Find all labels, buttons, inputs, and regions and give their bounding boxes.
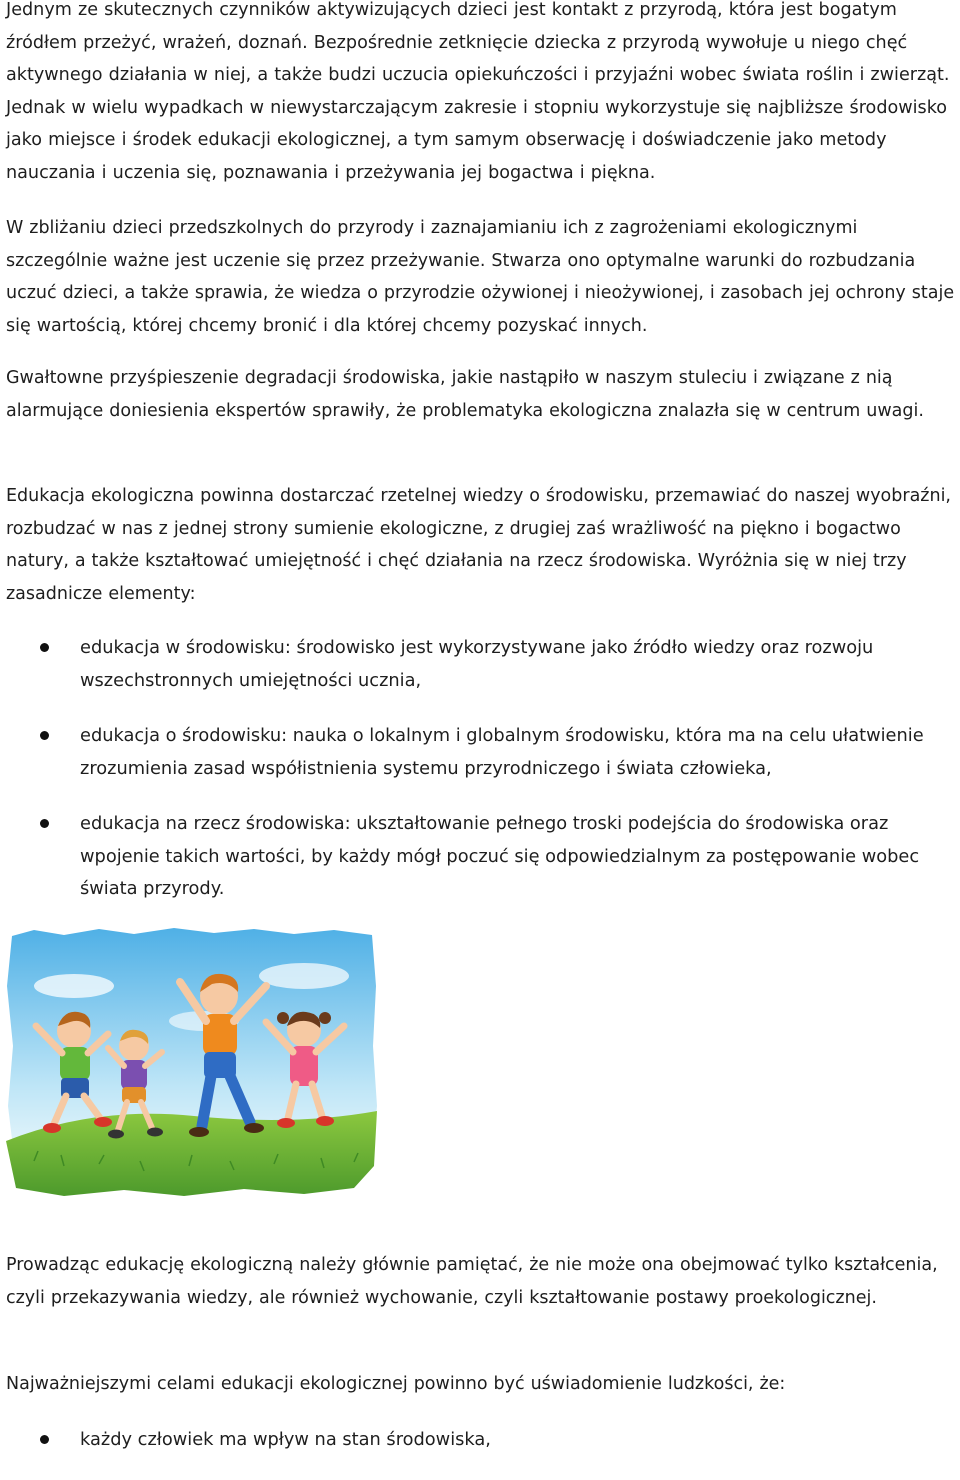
goals-list xyxy=(0,1424,960,1480)
list-item-text: edukacja w środowisku: środowisko jest wykorzystywane jako źródło wiedzy oraz rozwoju wszechstronnych umiejętności ucznia, xyxy=(80,637,874,691)
list-item-text: edukacja o środowisku: nauka o lokalnym i globalnym środowisku, która ma na celu ułatwienie zrozumienia zasad współistnienia systemu przyrodniczego i świata człowieka, xyxy=(80,725,924,779)
list-item xyxy=(0,632,960,697)
paragraph-5: Prowadząc edukację ekologiczną należy głównie pamiętać, że nie może ona obejmować tylko kształcenia, czyli przekazywania wiedzy, ale również wychowanie, czyli kształtowanie postawy proekologicznej. xyxy=(6,1255,938,1308)
paragraph-4: Edukacja ekologiczna powinna dostarczać rzetelnej wiedzy o środowisku, przemawiać do naszej wyobraźni, rozbudzać w nas z jednej strony sumienie ekologiczne, z drugiej zaś wrażliwość na piękno i bogactwo natury, a także kształtować umiejętność i chęć działania na rzecz środowiska. Wyróżnia się w niej trzy zasadnicze elementy: xyxy=(6,486,951,604)
paragraph-6: Najważniejszymi celami edukacji ekologicznej powinno być uświadomienie ludzkości, że: xyxy=(6,1374,786,1394)
list-item xyxy=(0,1424,960,1457)
bullet-icon xyxy=(40,1435,49,1444)
list-item xyxy=(0,720,960,785)
paragraph-2: W zbliżaniu dzieci przedszkolnych do przyrody i zaznajamianiu ich z zagrożeniami ekologicznymi szczególnie ważne jest uczenie się przez przeżywanie. Stwarza ono optymalne warunki do rozbudzania uczuć dzieci, a także sprawia, że wiedza o przyrodzie ożywionej i nieożywionej, i zasobach jej ochrony staje się wartością, której chcemy bronić i dla której chcemy pozyskać innych. xyxy=(6,218,955,336)
list-item xyxy=(0,808,960,906)
bullet-icon xyxy=(40,819,49,828)
list-item-text: edukacja na rzecz środowiska: ukształtowanie pełnego troski podejścia do środowiska oraz wpojenie takich wartości, by każdy mógł poczuć się odpowiedzialnym za postępowanie wobec świata przyrody. xyxy=(80,813,920,899)
list-item-text: każdy człowiek ma wpływ na stan środowiska, xyxy=(80,1429,491,1450)
paragraph-intro: Jednym ze skutecznych czynników aktywizujących dzieci jest kontakt z przyrodą, która jest bogatym źródłem przeżyć, wrażeń, doznań. Bezpośrednie zetknięcie dziecka z przyrodą wywołuje u niego chęć aktywnego działania w niej, a także budzi uczucia opiekuńczości i przyjaźni wobec świata roślin i zwierząt. Jednak w wielu wypadkach w niewystarczającym zakresie i stopniu wykorzystuje się najbliższe środowisko jako miejsce i środek edukacji ekologicznej, a tym samym obserwację i doświadczenie jako metody nauczania i uczenia się, poznawania i przeżywania jej bogactwa i piękna. xyxy=(6,0,950,183)
elements-list xyxy=(0,632,960,929)
bullet-icon xyxy=(40,643,49,652)
bullet-icon xyxy=(40,731,49,740)
jumping-children-illustration xyxy=(4,926,379,1200)
paragraph-3: Gwałtowne przyśpieszenie degradacji środowiska, jakie nastąpiło w naszym stuleciu i związane z nią alarmujące doniesienia ekspertów sprawiły, że problematyka ekologiczna znalazła się w centrum uwagi. xyxy=(6,368,924,421)
